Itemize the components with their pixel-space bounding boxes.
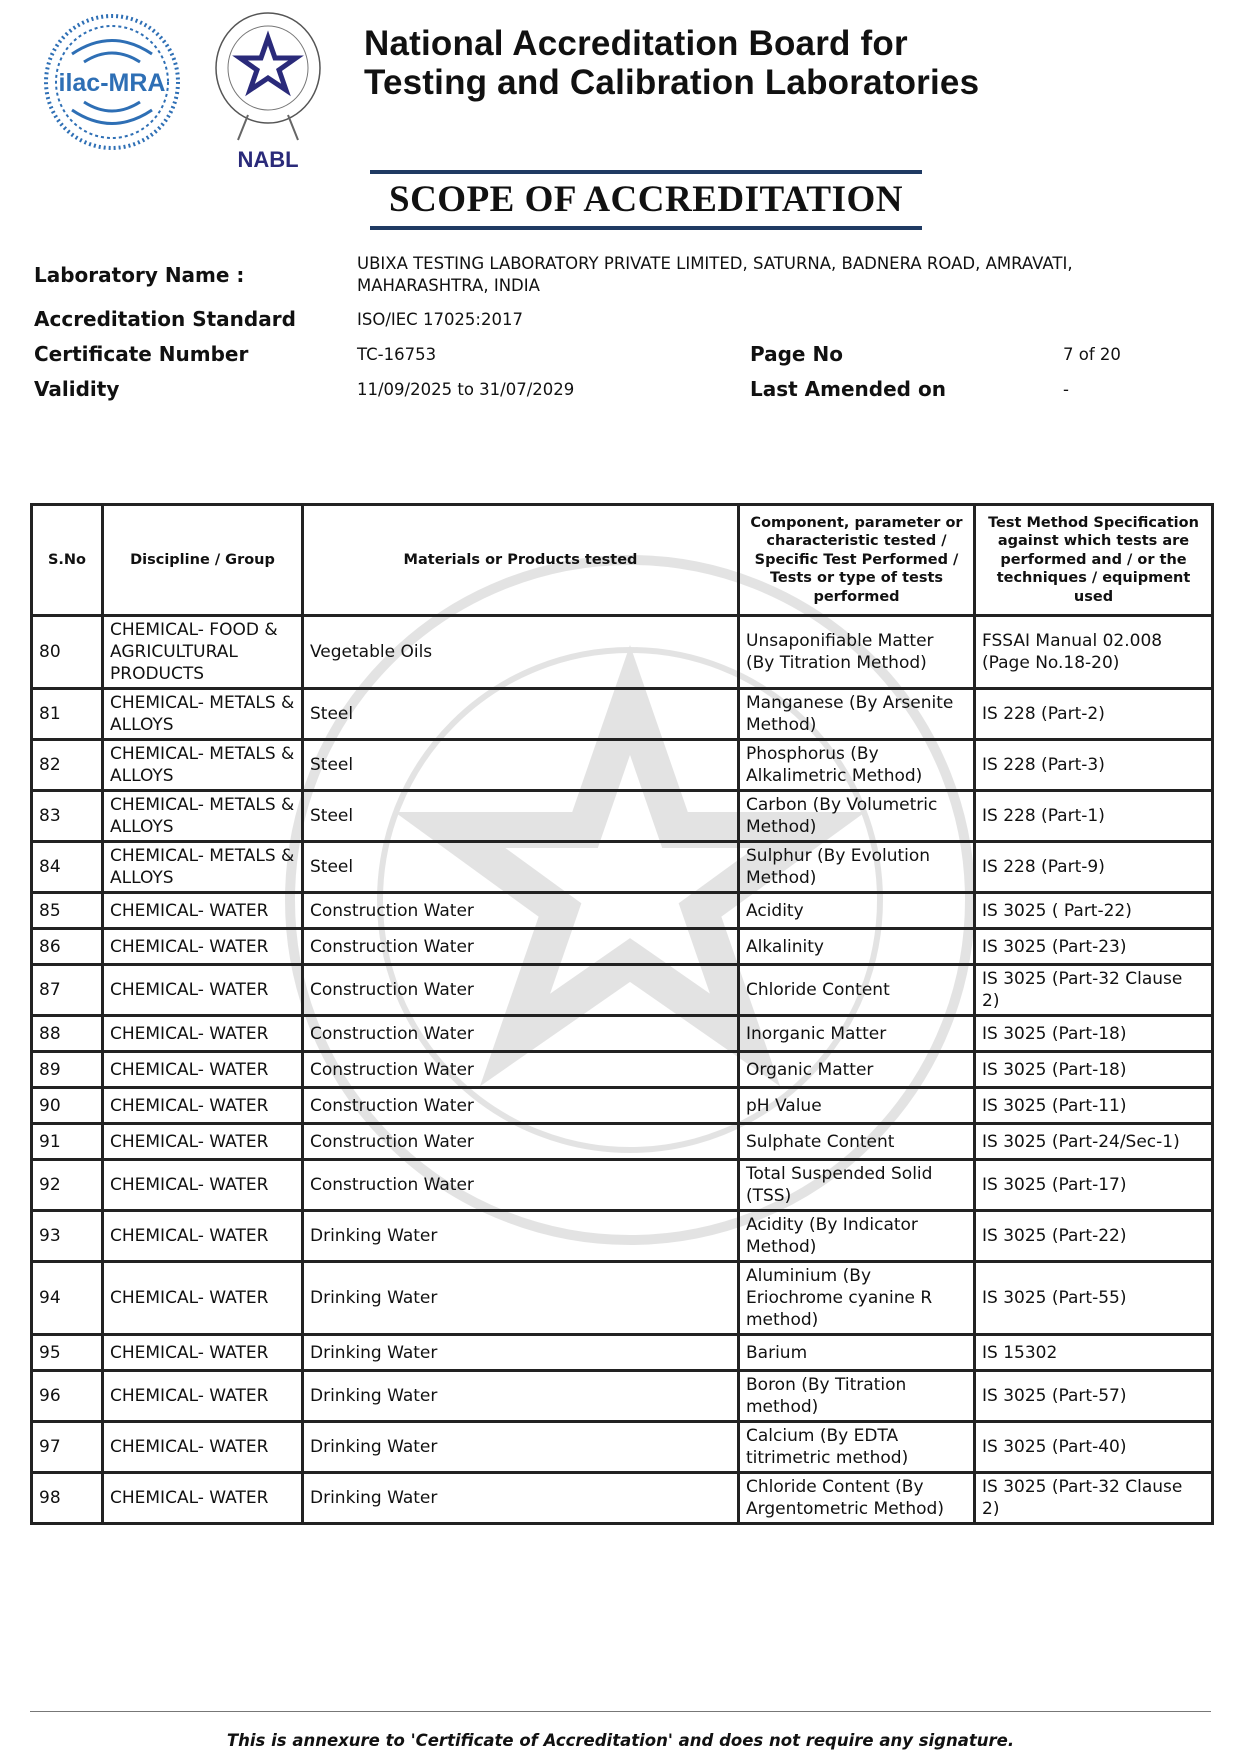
header-sno: S.No <box>32 505 103 616</box>
nabl-logo <box>208 10 328 175</box>
table-row <box>32 1211 1213 1262</box>
ilac-mra-logo <box>42 12 182 152</box>
footer-note: This is annexure to 'Certificate of Accreditation' and does not require any signature. <box>226 1731 1015 1750</box>
org-title-line1: National Accreditation Board for <box>364 24 908 63</box>
cell-component: Manganese (By Arsenite Method) <box>739 689 975 740</box>
cell-material: Steel <box>303 689 739 740</box>
cell-sno: 91 <box>32 1124 103 1160</box>
cell-method: IS 3025 (Part-18) <box>975 1016 1213 1052</box>
organization-title <box>364 24 979 102</box>
cell-discipline: CHEMICAL- WATER <box>103 1124 303 1160</box>
cell-discipline: CHEMICAL- WATER <box>103 1211 303 1262</box>
cell-material: Drinking Water <box>303 1371 739 1422</box>
page-value: 7 of 20 <box>1063 345 1121 364</box>
standard-value: ISO/IEC 17025:2017 <box>357 310 523 329</box>
cell-discipline: CHEMICAL- WATER <box>103 1016 303 1052</box>
table-row <box>32 616 1213 689</box>
cell-method: IS 3025 (Part-22) <box>975 1211 1213 1262</box>
cell-component: Inorganic Matter <box>739 1016 975 1052</box>
header-test-method: Test Method Specification against which tests are performed and / or the techniques / equipment used <box>975 505 1213 616</box>
cell-method: IS 228 (Part-1) <box>975 791 1213 842</box>
cell-material: Drinking Water <box>303 1262 739 1335</box>
cell-sno: 88 <box>32 1016 103 1052</box>
validity-value: 11/09/2025 to 31/07/2029 <box>357 380 575 399</box>
ilac-logo-text: ilac-MRA <box>58 69 166 97</box>
cell-method: IS 3025 ( Part-22) <box>975 893 1213 929</box>
cell-method: IS 3025 (Part-23) <box>975 929 1213 965</box>
cell-material: Vegetable Oils <box>303 616 739 689</box>
cell-material: Construction Water <box>303 1052 739 1088</box>
cell-method: IS 3025 (Part-32 Clause 2) <box>975 1473 1213 1524</box>
table-body <box>32 616 1213 1524</box>
cell-material: Steel <box>303 740 739 791</box>
cell-material: Steel <box>303 842 739 893</box>
cell-component: Aluminium (By Eriochrome cyanine R method) <box>739 1262 975 1335</box>
table-row <box>32 1262 1213 1335</box>
amended-label: Last Amended on <box>750 377 946 401</box>
bottom-rule <box>370 226 922 230</box>
header-discipline: Discipline / Group <box>103 505 303 616</box>
cell-sno: 90 <box>32 1088 103 1124</box>
cell-discipline: CHEMICAL- WATER <box>103 1371 303 1422</box>
cell-sno: 98 <box>32 1473 103 1524</box>
cell-discipline: CHEMICAL- WATER <box>103 893 303 929</box>
cell-discipline: CHEMICAL- WATER <box>103 1335 303 1371</box>
cell-method: FSSAI Manual 02.008 (Page No.18-20) <box>975 616 1213 689</box>
cell-discipline: CHEMICAL- METALS & ALLOYS <box>103 791 303 842</box>
nabl-logo-text: NABL <box>237 147 299 172</box>
cell-component: Acidity <box>739 893 975 929</box>
cell-material: Steel <box>303 791 739 842</box>
standard-label: Accreditation Standard <box>34 307 296 331</box>
cell-sno: 89 <box>32 1052 103 1088</box>
cell-discipline: CHEMICAL- WATER <box>103 1262 303 1335</box>
cell-material: Drinking Water <box>303 1422 739 1473</box>
table-row <box>32 842 1213 893</box>
cell-component: Alkalinity <box>739 929 975 965</box>
cell-component: Phosphorus (By Alkalimetric Method) <box>739 740 975 791</box>
validity-label: Validity <box>34 377 120 401</box>
cell-discipline: CHEMICAL- WATER <box>103 929 303 965</box>
cell-component: Chloride Content (By Argentometric Method) <box>739 1473 975 1524</box>
cell-method: IS 228 (Part-3) <box>975 740 1213 791</box>
lab-name-line1: UBIXA TESTING LABORATORY PRIVATE LIMITED, SATURNA, BADNERA ROAD, AMRAVATI, <box>357 254 1073 273</box>
cell-method: IS 3025 (Part-55) <box>975 1262 1213 1335</box>
cell-sno: 93 <box>32 1211 103 1262</box>
cell-method: IS 3025 (Part-24/Sec-1) <box>975 1124 1213 1160</box>
header-component: Component, parameter or characteristic tested / Specific Test Performed / Tests or type of tests performed <box>739 505 975 616</box>
scope-heading <box>370 170 922 230</box>
cell-method: IS 228 (Part-2) <box>975 689 1213 740</box>
cell-method: IS 3025 (Part-57) <box>975 1371 1213 1422</box>
certificate-label: Certificate Number <box>34 342 249 366</box>
cell-sno: 84 <box>32 842 103 893</box>
cell-sno: 83 <box>32 791 103 842</box>
amended-value: - <box>1063 380 1069 399</box>
lab-name-value <box>357 253 1073 297</box>
cell-sno: 92 <box>32 1160 103 1211</box>
table-row <box>32 1088 1213 1124</box>
cell-component: Sulphur (By Evolution Method) <box>739 842 975 893</box>
cell-sno: 97 <box>32 1422 103 1473</box>
cell-material: Construction Water <box>303 893 739 929</box>
table-row <box>32 1016 1213 1052</box>
cell-material: Construction Water <box>303 965 739 1016</box>
cell-material: Drinking Water <box>303 1211 739 1262</box>
cell-sno: 96 <box>32 1371 103 1422</box>
cell-component: Carbon (By Volumetric Method) <box>739 791 975 842</box>
cell-discipline: CHEMICAL- WATER <box>103 1473 303 1524</box>
table-row <box>32 893 1213 929</box>
table-row <box>32 965 1213 1016</box>
cell-discipline: CHEMICAL- WATER <box>103 1422 303 1473</box>
cell-material: Construction Water <box>303 1124 739 1160</box>
certificate-value: TC-16753 <box>357 345 437 364</box>
table-row <box>32 1422 1213 1473</box>
table-row <box>32 1371 1213 1422</box>
cell-component: Calcium (By EDTA titrimetric method) <box>739 1422 975 1473</box>
cell-component: Barium <box>739 1335 975 1371</box>
cell-material: Drinking Water <box>303 1335 739 1371</box>
cell-discipline: CHEMICAL- FOOD & AGRICULTURAL PRODUCTS <box>103 616 303 689</box>
cell-discipline: CHEMICAL- WATER <box>103 1052 303 1088</box>
header-materials: Materials or Products tested <box>303 505 739 616</box>
cell-method: IS 3025 (Part-32 Clause 2) <box>975 965 1213 1016</box>
cell-discipline: CHEMICAL- METALS & ALLOYS <box>103 689 303 740</box>
cell-component: Chloride Content <box>739 965 975 1016</box>
cell-discipline: CHEMICAL- WATER <box>103 965 303 1016</box>
cell-material: Construction Water <box>303 1088 739 1124</box>
cell-component: pH Value <box>739 1088 975 1124</box>
table-row <box>32 1335 1213 1371</box>
table-row <box>32 1052 1213 1088</box>
cell-component: Boron (By Titration method) <box>739 1371 975 1422</box>
org-title-line2: Testing and Calibration Laboratories <box>364 63 980 102</box>
cell-method: IS 3025 (Part-18) <box>975 1052 1213 1088</box>
cell-discipline: CHEMICAL- METALS & ALLOYS <box>103 740 303 791</box>
cell-sno: 86 <box>32 929 103 965</box>
table-row <box>32 791 1213 842</box>
cell-sno: 82 <box>32 740 103 791</box>
cell-sno: 85 <box>32 893 103 929</box>
cell-sno: 87 <box>32 965 103 1016</box>
cell-method: IS 15302 <box>975 1335 1213 1371</box>
table-row <box>32 689 1213 740</box>
table-row <box>32 740 1213 791</box>
table-row <box>32 1473 1213 1524</box>
lab-name-line2: MAHARASHTRA, INDIA <box>357 276 540 295</box>
scope-title: SCOPE OF ACCREDITATION <box>389 179 903 220</box>
table-header-row <box>32 505 1213 616</box>
cell-material: Drinking Water <box>303 1473 739 1524</box>
lab-name-label: Laboratory Name : <box>34 263 245 287</box>
cell-material: Construction Water <box>303 1160 739 1211</box>
page-label: Page No <box>750 342 843 366</box>
cell-method: IS 3025 (Part-17) <box>975 1160 1213 1211</box>
table-row <box>32 1124 1213 1160</box>
scope-table <box>30 503 1214 1525</box>
cell-method: IS 3025 (Part-11) <box>975 1088 1213 1124</box>
cell-sno: 95 <box>32 1335 103 1371</box>
cell-component: Total Suspended Solid (TSS) <box>739 1160 975 1211</box>
cell-component: Sulphate Content <box>739 1124 975 1160</box>
cell-discipline: CHEMICAL- WATER <box>103 1088 303 1124</box>
cell-sno: 80 <box>32 616 103 689</box>
cell-discipline: CHEMICAL- WATER <box>103 1160 303 1211</box>
cell-sno: 81 <box>32 689 103 740</box>
table-row <box>32 1160 1213 1211</box>
cell-method: IS 3025 (Part-40) <box>975 1422 1213 1473</box>
footer-divider <box>30 1711 1211 1712</box>
cell-component: Acidity (By Indicator Method) <box>739 1211 975 1262</box>
cell-component: Unsaponifiable Matter (By Titration Method) <box>739 616 975 689</box>
cell-method: IS 228 (Part-9) <box>975 842 1213 893</box>
cell-discipline: CHEMICAL- METALS & ALLOYS <box>103 842 303 893</box>
table-row <box>32 929 1213 965</box>
cell-component: Organic Matter <box>739 1052 975 1088</box>
cell-material: Construction Water <box>303 929 739 965</box>
cell-material: Construction Water <box>303 1016 739 1052</box>
cell-sno: 94 <box>32 1262 103 1335</box>
